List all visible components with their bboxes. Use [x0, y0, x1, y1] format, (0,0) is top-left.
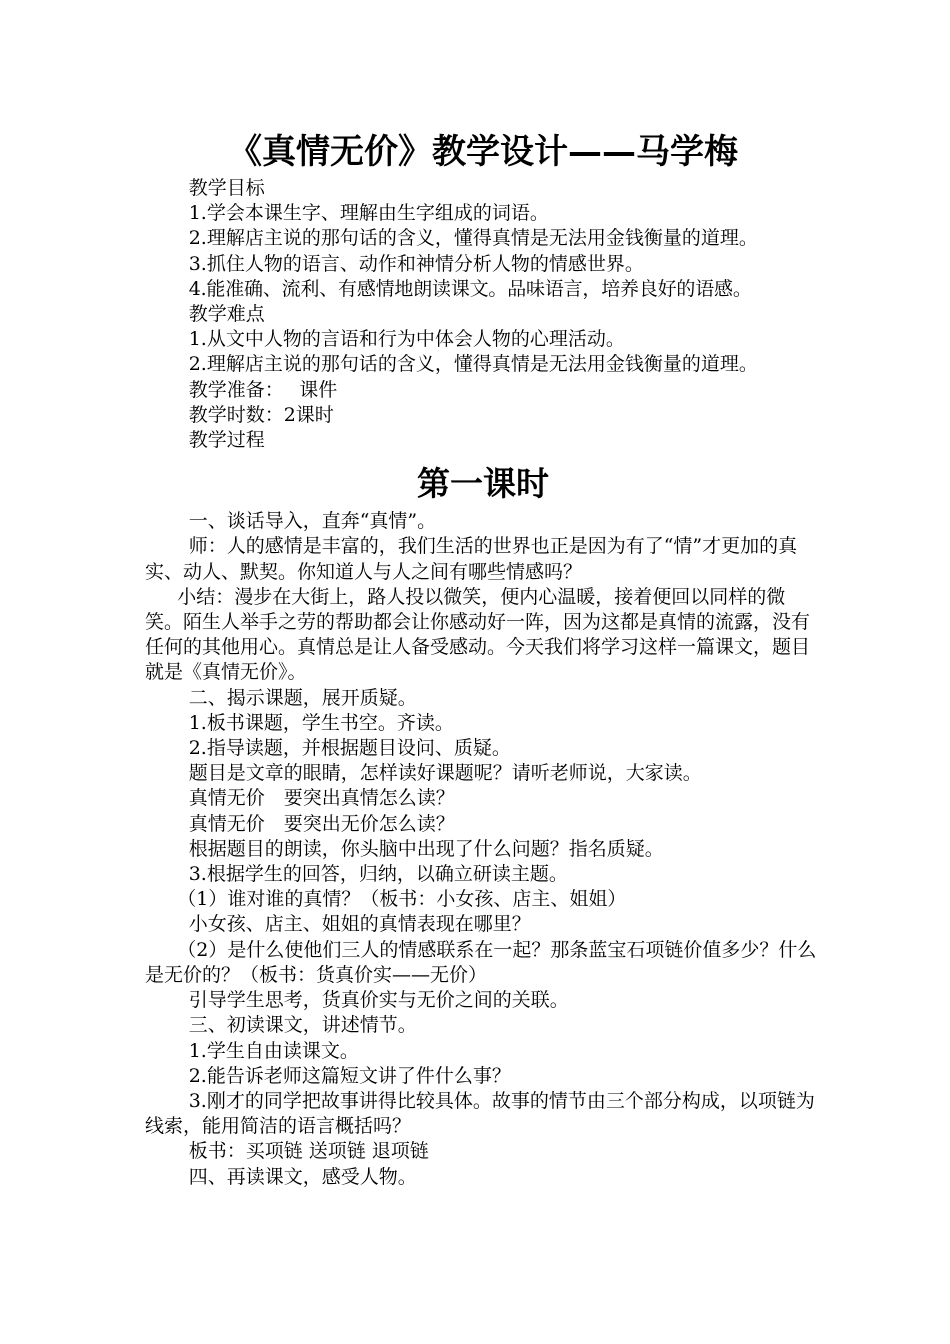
paragraph: 2.理解店主说的那句话的含义，懂得真情是无法用金钱衡量的道理。 — [188, 353, 758, 376]
paragraph: 1.板书课题，学生书空。齐读。 — [188, 711, 454, 734]
paragraph: 根据题目的朗读，你头脑中出现了什么问题？指名质疑。 — [188, 837, 664, 860]
paragraph: 3.刚才的同学把故事讲得比较具体。故事的情节由三个部分构成，以项链为线索，能用简洁的语言概括吗？ — [145, 1089, 815, 1138]
paragraph: 教学难点 — [188, 303, 265, 326]
paragraph: 真情无价 要突出真情怎么读？ — [188, 787, 455, 810]
paragraph: 教学时数：2课时 — [188, 403, 334, 426]
paragraph: 1.学会本课生字、理解由生字组成的词语。 — [188, 202, 549, 225]
paragraph: 2.指导读题，并根据题目设问、质疑。 — [188, 737, 511, 760]
paragraph: 2.理解店主说的那句话的含义，懂得真情是无法用金钱衡量的道理。 — [188, 227, 758, 250]
paragraph: 小女孩、店主、姐姐的真情表现在哪里？ — [188, 913, 531, 936]
paragraph: 1.从文中人物的言语和行为中体会人物的心理活动。 — [188, 328, 625, 351]
paragraph: 二、揭示课题，展开质疑。 — [188, 686, 417, 709]
paragraph: 教学过程 — [188, 429, 265, 452]
lesson-body — [145, 509, 821, 1189]
paragraph: 题目是文章的眼睛，怎样读好课题呢？请听老师说，大家读。 — [188, 762, 702, 785]
paragraph: 教学目标 — [188, 177, 265, 199]
paragraph: 四、再读课文，感受人物。 — [188, 1165, 417, 1188]
paragraph: （2）是什么使他们三人的情感联系在一起？那条蓝宝石项链价值多少？什么是无价的？（板书：货真价实——无价） — [145, 938, 817, 986]
document-page — [145, 128, 821, 1190]
paragraph: 教学准备： 课件 — [188, 378, 338, 401]
lesson-heading: 第一课时 — [417, 464, 549, 504]
document-title: 《真情无价》教学设计——马学梅 — [228, 132, 738, 172]
paragraph: 3.抓住人物的语言、动作和神情分析人物的情感世界。 — [188, 252, 644, 275]
paragraph: 师：人的感情是丰富的，我们生活的世界也正是因为有了“情”才更加的真实、动人、默契。你知道人与人之间有哪些情感吗？ — [145, 535, 798, 583]
paragraph: 一、谈话导入，直奔“真情”。 — [188, 510, 437, 533]
teaching-plan-intro — [145, 176, 821, 453]
paragraph: 板书：买项链 送项链 退项链 — [188, 1140, 429, 1163]
paragraph: 三、初读课文，讲述情节。 — [188, 1014, 417, 1037]
paragraph: 2.能告诉老师这篇短文讲了件什么事？ — [188, 1064, 511, 1087]
paragraph: 引导学生思考，货真价实与无价之间的关联。 — [188, 989, 569, 1012]
paragraph: 真情无价 要突出无价怎么读？ — [188, 812, 455, 835]
paragraph: （1）谁对谁的真情？（板书：小女孩、店主、姐姐） — [177, 888, 627, 911]
paragraph: 1.学生自由读课文。 — [188, 1039, 359, 1062]
paragraph: 4.能准确、流利、有感情地朗读课文。品味语言，培养良好的语感。 — [188, 277, 752, 300]
paragraph: 3.根据学生的回答，归纳，以确立研读主题。 — [188, 863, 568, 886]
paragraph: 小结：漫步在大街上，路人投以微笑，便内心温暖，接着便回以同样的微笑。陌生人举手之劳的帮助都会让你感动好一阵，因为这都是真情的流露，没有任何的其他用心。真情总是让人备受感动。今天我们将学习这样一篇课文，题目就是《真情无价》。 — [145, 585, 811, 684]
